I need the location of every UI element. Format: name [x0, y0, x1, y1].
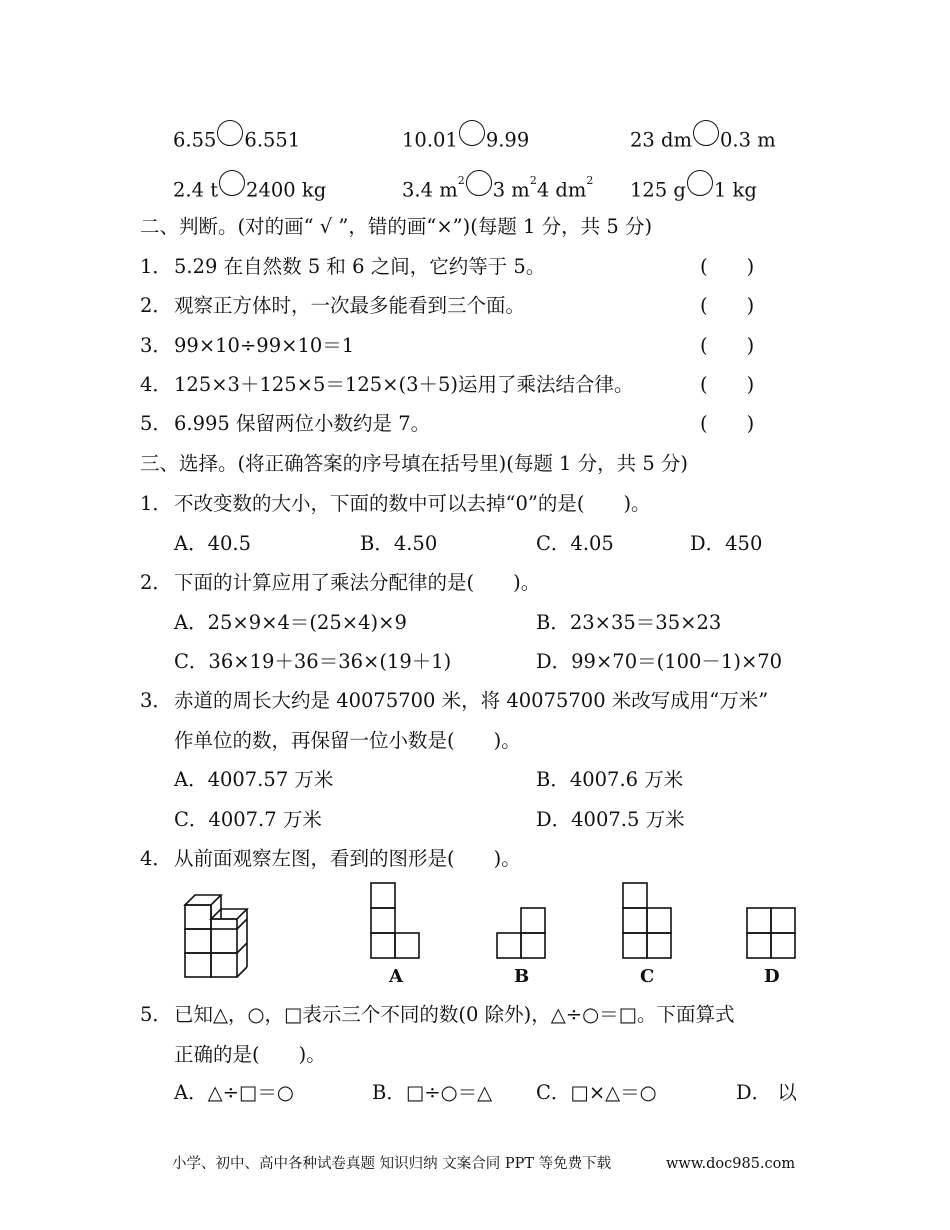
option-d[interactable]: D．4007.5 万米 [536, 808, 685, 831]
footer-link[interactable]: www.doc985.com [666, 1156, 796, 1172]
option-a[interactable]: A．△÷□＝○ [174, 1081, 294, 1104]
compare-item: 23 dm 0.3 m [630, 128, 776, 154]
option-b[interactable]: B．23×35＝35×23 [536, 611, 722, 634]
section-heading: 三、选择。(将正确答案的序号填在括号里)(每题 1 分，共 5 分) [140, 452, 689, 475]
option-a-figure[interactable] [370, 882, 422, 960]
answer-bracket[interactable]: ( ) [700, 373, 755, 396]
question-num: 1． [140, 255, 172, 278]
answer-bracket[interactable]: ( ) [700, 255, 755, 278]
question-num: 3． [140, 689, 172, 712]
option-b[interactable]: B．4.50 [360, 532, 438, 555]
option-d[interactable]: D．99×70＝(100－1)×70 [536, 650, 783, 673]
question-num: 4． [140, 373, 172, 396]
blank-circle[interactable] [693, 120, 719, 146]
compare-item: 3.4 $m^2$ 3 $m^24$ $dm^2$ [402, 178, 593, 204]
option-b-figure[interactable] [496, 907, 548, 960]
figure-label: D [764, 966, 780, 987]
question-text: 6.995 保留两位小数约是 7。 [174, 412, 431, 435]
blank-circle[interactable] [459, 120, 485, 146]
question-text: 作单位的数，再保留一位小数是( )。 [174, 729, 521, 752]
answer-bracket[interactable]: ( ) [700, 334, 755, 357]
option-b[interactable]: B．4007.6 万米 [536, 768, 684, 791]
question-text: 从前面观察左图，看到的图形是( )。 [174, 847, 521, 870]
option-a[interactable]: A．4007.57 万米 [174, 768, 334, 791]
question-text: 125×3＋125×5＝125×(3＋5)运用了乘法结合律。 [174, 373, 634, 396]
blank-circle[interactable] [217, 120, 243, 146]
question-num: 5． [140, 1003, 172, 1026]
figure-label: C [640, 966, 655, 987]
question-text: 观察正方体时，一次最多能看到三个面。 [174, 294, 526, 317]
option-c[interactable]: C．4.05 [536, 532, 614, 555]
footer-text: 小学、初中、高中各种试卷真题 知识归纳 文案合同 PPT 等免费下载 [172, 1156, 612, 1172]
question-num: 2． [140, 571, 172, 594]
compare-item: 6.55 6.551 [173, 128, 300, 154]
option-d[interactable]: D．450 [690, 532, 763, 555]
blank-circle[interactable] [687, 170, 713, 196]
option-c[interactable]: C．36×19＋36＝36×(19＋1) [174, 650, 452, 673]
question-text: 不改变数的大小，下面的数中可以去掉“0”的是( )。 [174, 492, 651, 515]
question-num: 5． [140, 412, 172, 435]
option-c[interactable]: C．4007.7 万米 [174, 808, 322, 831]
figure-label: B [514, 966, 530, 987]
compare-item: 2.4 t 2400 kg [173, 178, 326, 204]
question-num: 1． [140, 492, 172, 515]
blank-circle[interactable] [466, 170, 492, 196]
option-b[interactable]: B．□÷○＝△ [372, 1081, 493, 1104]
figure-label: A [389, 966, 403, 987]
question-text: 下面的计算应用了乘法分配律的是( )。 [174, 571, 541, 594]
question-num: 4． [140, 847, 172, 870]
option-d-figure[interactable] [746, 907, 798, 960]
question-text: 99×10÷99×10＝1 [174, 334, 355, 357]
question-text: 5.29 在自然数 5 和 6 之间，它约等于 5。 [174, 255, 546, 278]
question-num: 2． [140, 294, 172, 317]
section-heading: 二、判断。(对的画“ √ ”，错的画“×”)(每题 1 分，共 5 分) [140, 215, 653, 238]
blank-circle[interactable] [219, 170, 245, 196]
answer-bracket[interactable]: ( ) [700, 294, 755, 317]
option-a[interactable]: A．25×9×4＝(25×4)×9 [174, 611, 407, 634]
option-c[interactable]: C．□×△＝○ [536, 1081, 657, 1104]
question-text: 已知△，○，□表示三个不同的数(0 除外)，△÷○＝□。下面算式 [174, 1003, 735, 1026]
option-a[interactable]: A．40.5 [174, 532, 252, 555]
answer-bracket[interactable]: ( ) [700, 412, 755, 435]
question-text: 正确的是( )。 [174, 1043, 326, 1066]
option-c-figure[interactable] [622, 882, 674, 960]
compare-item: 125 g 1 kg [630, 178, 757, 204]
compare-item: 10.01 9.99 [402, 128, 529, 154]
cube-stack-figure [180, 885, 262, 981]
question-num: 3． [140, 334, 172, 357]
option-d[interactable]: D． 以 [736, 1081, 797, 1104]
question-text: 赤道的周长大约是 40075700 米，将 40075700 米改写成用“万米” [174, 689, 769, 712]
